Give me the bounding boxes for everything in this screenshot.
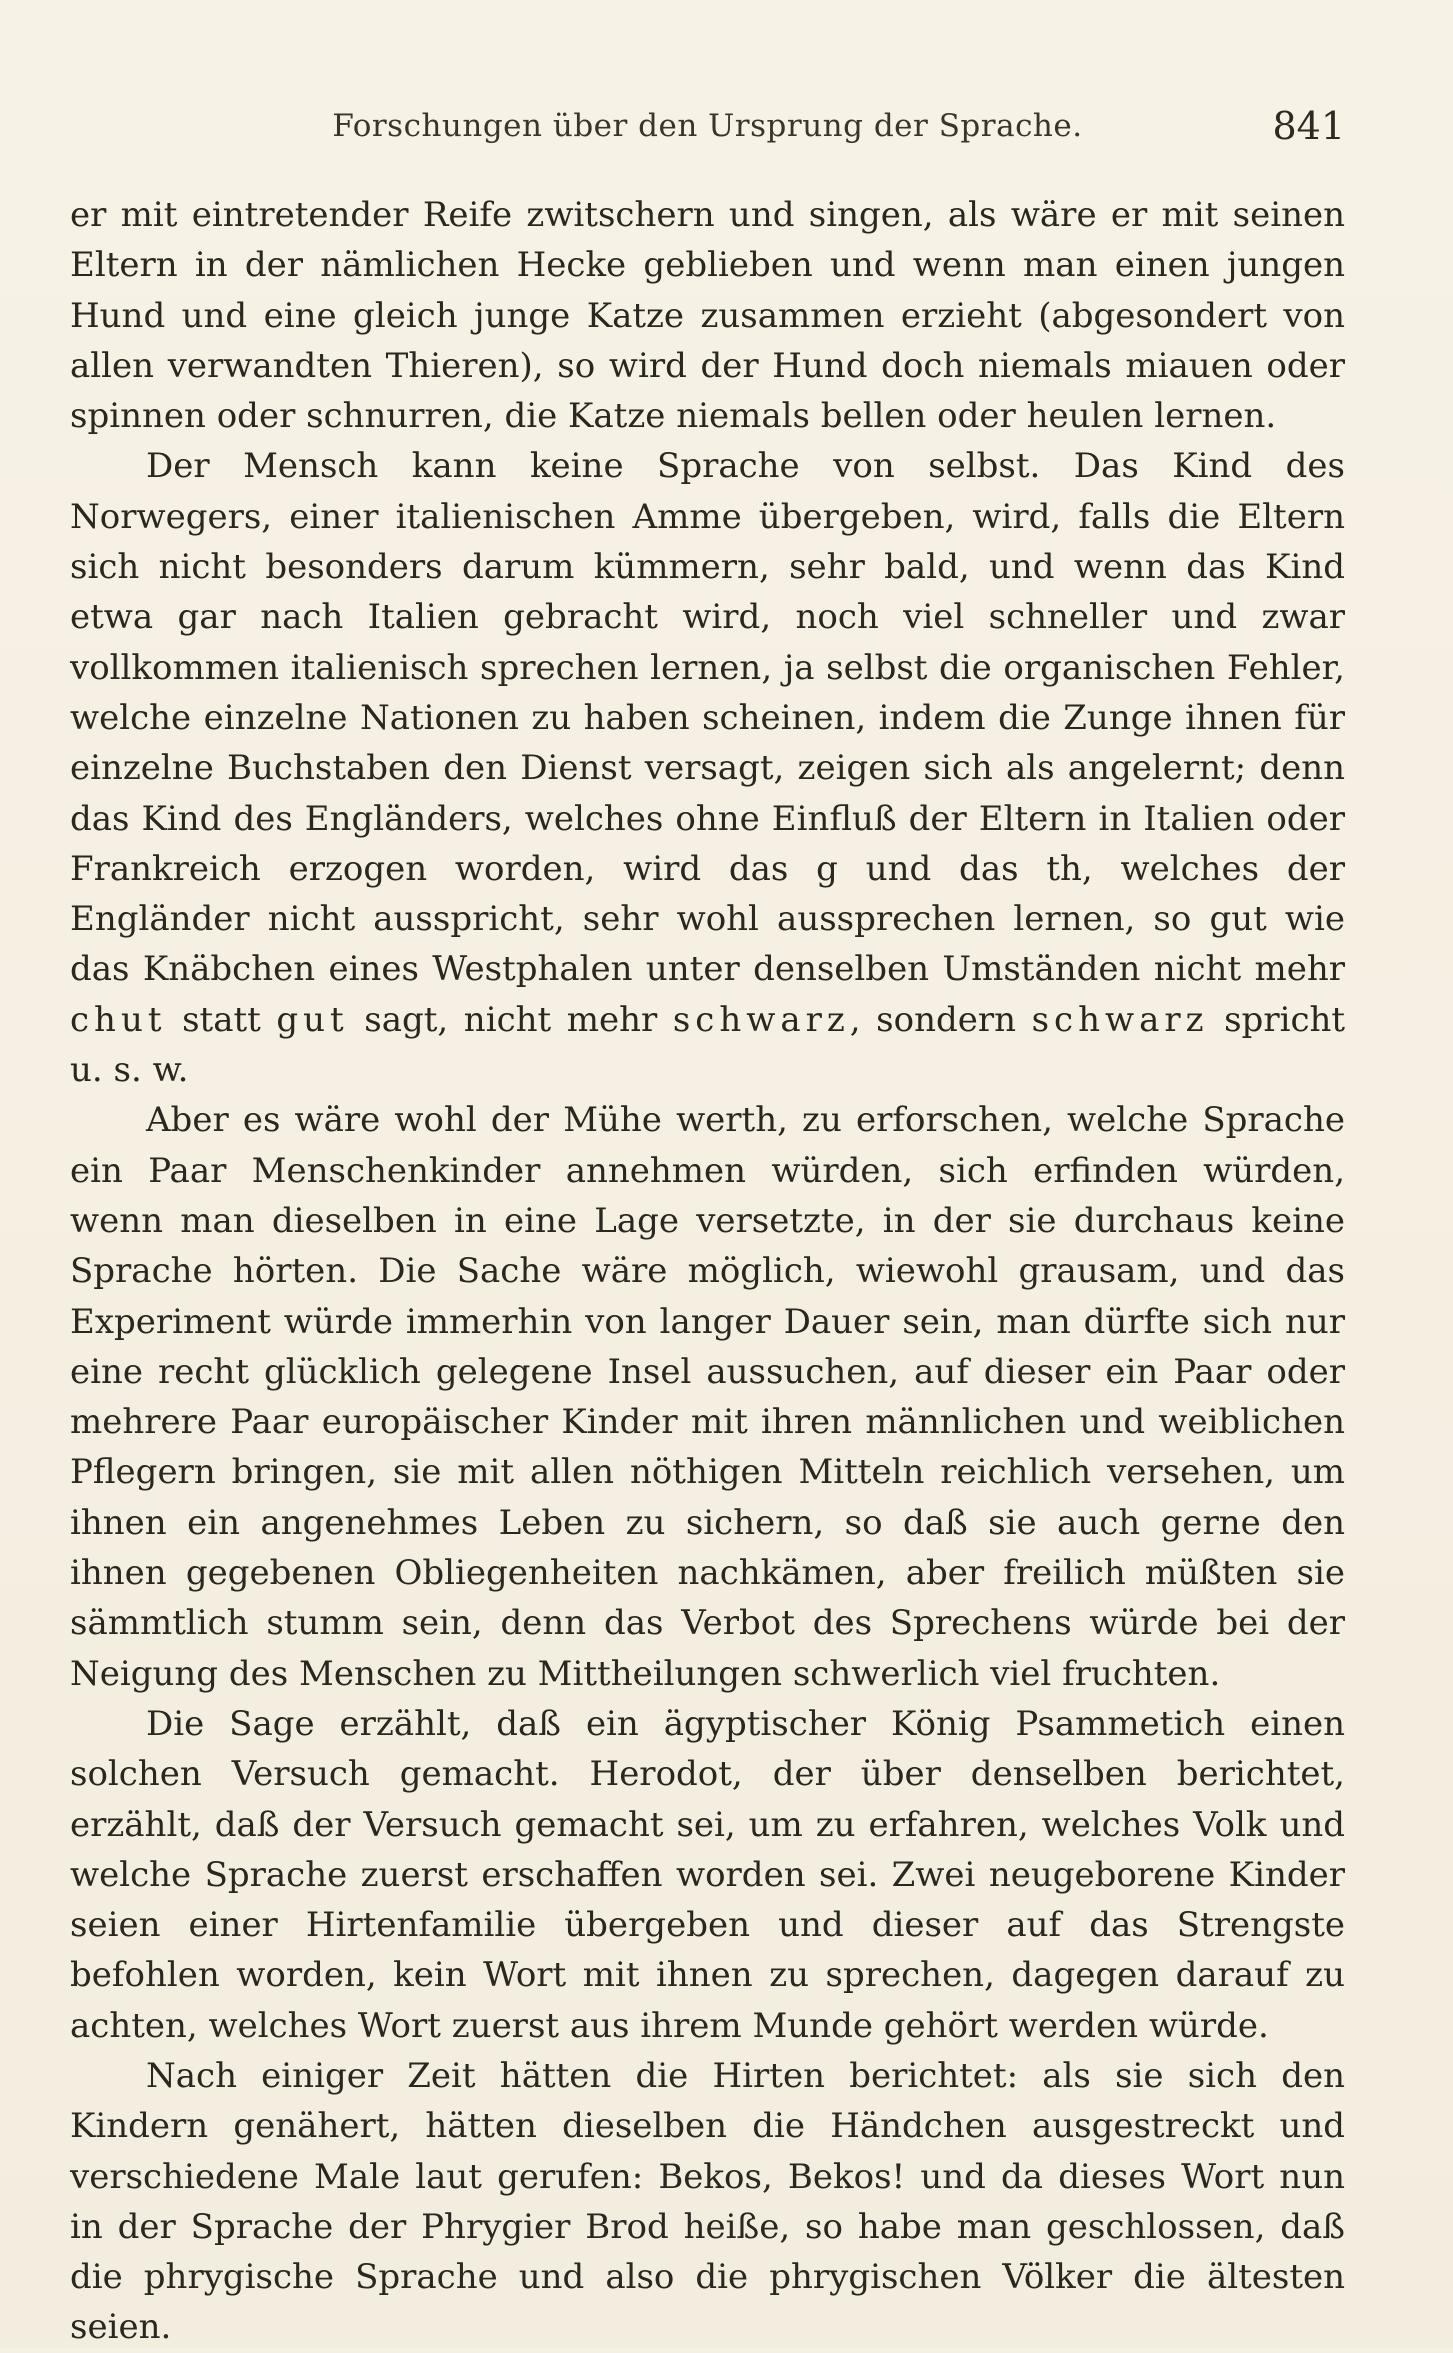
emphasis-chut: chut: [70, 999, 167, 1040]
emphasis-gut: gut: [276, 999, 349, 1040]
body-text: [70, 190, 1345, 2353]
paragraph-2-sagt: sagt, nicht mehr: [364, 999, 658, 1040]
paragraph-4: Die Sage erzählt, daß ein ägyptischer König Psammetich einen solchen Versuch gemacht. Herodot, der über denselben berichtet, erzählt, daß der Versuch gemacht sei, um zu erfahren, welches Volk und welche Sprache zuerst erschaffen worden sei. Zwei neugeborene Kinder seien einer Hirtenfamilie übergeben und dieser auf das Strengste befohlen worden, kein Wort mit ihnen zu sprechen, dagegen darauf zu achten, welches Wort zuerst aus ihrem Munde gehört werden würde.: [70, 1703, 1345, 2046]
paragraph-3: Aber es wäre wohl der Mühe werth, zu erforschen, welche Sprache ein Paar Menschenkinder annehmen würden, sich erfinden würden, wenn man dieselben in eine Lage versetzte, in der sie durchaus keine Sprache hörten. Die Sache wäre möglich, wiewohl grausam, und das Experiment würde immerhin von langer Dauer sein, man dürfte sich nur eine recht glücklich gelegene Insel aussuchen, auf dieser ein Paar oder mehrere Paar europäischer Kinder mit ihren männlichen und weiblichen Pflegern bringen, sie mit allen nöthigen Mitteln reichlich versehen, um ihnen ein angenehmes Leben zu sichern, so daß sie auch gerne den ihnen gegebenen Obliegenheiten nachkämen, aber freilich müßten sie sämmtlich stumm sein, denn das Verbot des Sprechens würde bei der Neigung des Menschen zu Mittheilungen schwerlich viel fruchten.: [70, 1100, 1345, 1694]
page-number: 841: [1272, 104, 1345, 148]
paragraph-2-text: Der Mensch kann keine Sprache von selbst. Das Kind des Norwegers, einer italienischen Amme übergeben, wird, falls die Eltern sich nicht besonders darum kümmern, sehr bald, und wenn das Kind etwa gar nach Italien gebracht wird, noch viel schneller und zwar vollkommen italienisch sprechen lernen, ja selbst die organischen Fehler, welche einzelne Nationen zu haben scheinen, indem die Zunge ihnen für einzelne Buchstaben den Dienst versagt, zeigen sich als angelernt; denn das Kind des Engländers, welches ohne Einfluß der Eltern in Italien oder Frankreich erzogen worden, wird das g und das th, welches der Engländer nicht ausspricht, sehr wohl aussprechen lernen, so gut wie das Knäbchen eines Westphalen unter denselben Umständen nicht mehr: [70, 446, 1345, 990]
paragraph-2-end: spricht u. s. w.: [70, 999, 1346, 1091]
emphasis-schwarz: schwarz: [1031, 999, 1209, 1040]
paragraph-2-statt: statt: [182, 999, 261, 1040]
paragraph-2-sondern: , sondern: [849, 999, 1017, 1040]
emphasis-schwarz-spaced: schwarz: [672, 999, 850, 1040]
paragraph-1: er mit eintretender Reife zwitschern und singen, als wäre er mit seinen Eltern in der nämlichen Hecke geblieben und wenn man einen jungen Hund und eine gleich junge Katze zusammen erzieht (abgesondert von allen verwandten Thieren), so wird der Hund doch niemals miauen oder spinnen oder schnurren, die Katze niemals bellen oder heulen lernen.: [70, 195, 1345, 437]
running-head: [70, 104, 1345, 164]
paragraph-2: [70, 441, 1345, 1095]
paragraph-5: Nach einiger Zeit hätten die Hirten berichtet: als sie sich den Kindern genähert, hätten dieselben die Händchen ausgestreckt und verschiedene Male laut gerufen: Bekos, Bekos! und da dieses Wort nun in der Sprache der Phrygier Brod heiße, so habe man geschlossen, daß die phrygische Sprache und also die phrygischen Völker die ältesten seien.: [70, 2055, 1345, 2348]
running-title: Forschungen über den Ursprung der Sprache.: [332, 108, 1083, 144]
